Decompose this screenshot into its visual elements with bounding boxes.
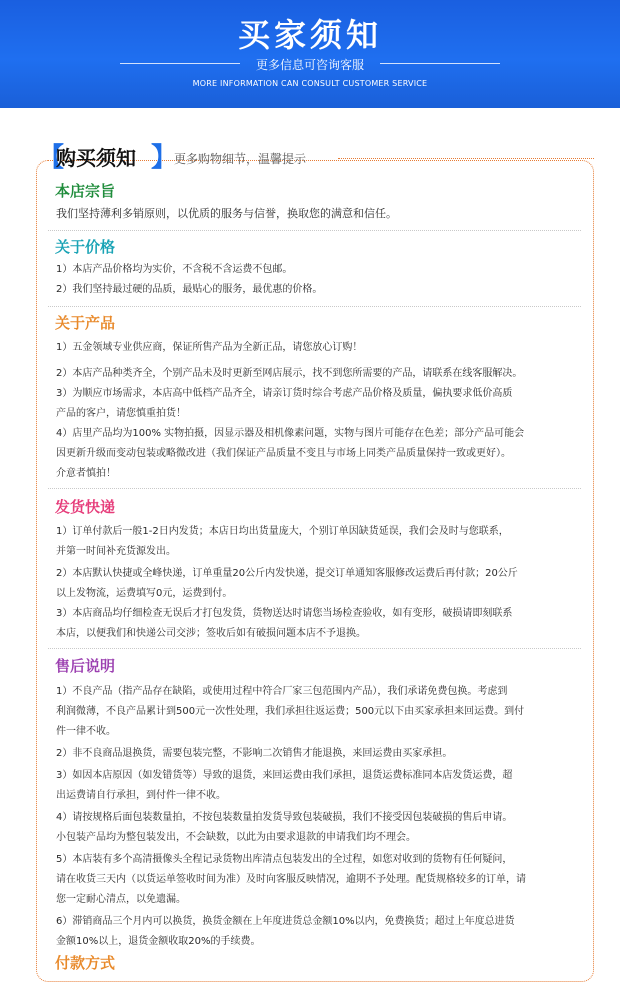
section-title: 购买须知: [56, 146, 136, 170]
banner-divider-right: [380, 63, 500, 64]
heading-store-principle: 本店宗旨: [55, 182, 116, 200]
text-line: 利润微薄，不良产品累计到500元一次性处理，我们承担往返运费；500元以下由买家承担来回运费。到付: [56, 706, 525, 717]
text-line: 1）五金领域专业供应商，保证所售产品为全新正品，请您放心订购！: [56, 342, 363, 353]
heading-payment: 付款方式: [55, 954, 116, 972]
heading-product: 关于产品: [55, 314, 116, 332]
banner-subtitle-en: MORE INFORMATION CAN CONSULT CUSTOMER SERVICE: [192, 79, 428, 88]
text-line: 1）订单付款后一般1-2日内发货；本店日均出货量庞大，个别订单因缺货延误，我们会及时与您联系，: [56, 526, 509, 537]
heading-price: 关于价格: [55, 238, 116, 256]
header-banner: [0, 0, 620, 108]
divider: [48, 306, 581, 307]
text-line: 因更新升级而变动包装或略微改进（我们保证产品质量不变且与市场上同类产品质量保持一致或更好）。: [56, 448, 511, 459]
title-dotted-line: [338, 158, 594, 159]
text-line: 件一律不收。: [56, 726, 116, 737]
right-bracket: 】: [151, 143, 178, 173]
banner-title: 买家须知: [237, 16, 382, 54]
left-bracket: 【: [38, 143, 65, 173]
text-line: 1）不良产品（指产品存在缺陷，或使用过程中符合厂家三包范围内产品），我们承诺免费包换。考虑到: [56, 686, 508, 697]
text-line: 以上发物流，运费填写0元，运费到付。: [56, 588, 233, 599]
text-line: 2）本店产品种类齐全，个别产品未及时更新至网店展示，找不到您所需要的产品，请联系在线客服解决。: [56, 368, 523, 379]
text-line: 2）非不良商品退换货，需要包装完整，不影响二次销售才能退换，来回运费由买家承担。: [56, 748, 453, 759]
text-line: 并第一时间补充货源发出。: [56, 546, 176, 557]
text-line: 我们坚持薄利多销原则，以优质的服务与信誉，换取您的满意和信任。: [56, 207, 397, 220]
text-line: 金额10%以上，退货金额收取20%的手续费。: [56, 936, 261, 947]
banner-subtitle: 更多信息可咨询客服: [255, 58, 364, 72]
text-line: 本店，以便我们和快递公司交涉；签收后如有破损问题本店不予退换。: [56, 628, 366, 639]
divider: [48, 230, 581, 231]
text-line: 6）滞销商品三个月内可以换货，换货金额在上年度进货总金额10%以内，免费换货；超过上年度总进货: [56, 916, 515, 927]
text-line: 2）本店默认快捷或全峰快递，订单重量20公斤内发快递，提交订单通知客服修改运费后再付款；20公斤: [56, 568, 518, 579]
text-line: 3）如因本店原因（如发错货等）导致的退货，来回运费由我们承担，退货运费标准同本店发货运费，超: [56, 770, 513, 781]
section-title-row: [38, 143, 598, 173]
text-line: 产品的客户，请您慎重拍货！: [56, 408, 186, 419]
text-line: 3）本店商品均仔细检查无误后才打包发货，货物送达时请您当场检查验收，如有变形，破损请即刻联系: [56, 608, 513, 619]
section-subtitle: 更多购物细节，温馨提示: [174, 152, 307, 166]
heading-after-sales: 售后说明: [55, 657, 116, 675]
text-line: 出运费请自行承担，到付件一律不收。: [56, 790, 226, 801]
divider: [48, 648, 581, 649]
text-line: 小包装产品均为整包装发出，不会缺数，以此为由要求退款的申请我们均不理会。: [56, 832, 416, 843]
text-line: 1）本店产品价格均为实价，不含税不含运费不包邮。: [56, 264, 293, 275]
text-line: 2）我们坚持最过硬的品质，最贴心的服务，最优惠的价格。: [56, 284, 323, 295]
text-line: 3）为顺应市场需求，本店高中低档产品齐全，请亲订货时综合考虑产品价格及质量，偏执要求低价高质: [56, 388, 513, 399]
text-line: 您一定耐心清点，以免遗漏。: [56, 894, 186, 905]
text-line: 4）店里产品均为100% 实物拍摄，因显示器及相机像素问题，实物与图片可能存在色差；部分产品可能会: [56, 428, 525, 439]
heading-shipping: 发货快递: [55, 498, 116, 516]
text-line: 请在收货三天内（以货运单签收时间为准）及时向客服反映情况，逾期不予处理。配货规格较多的订单，请: [56, 874, 526, 885]
text-line: 4）请按规格后面包装数量拍，不按包装数量拍发货导致包装破损，我们不接受因包装破损的售后申请。: [56, 812, 513, 823]
text-line: 5）本店装有多个高清摄像头全程记录货物出库清点包装发出的全过程，如您对收到的货物有任何疑问，: [56, 854, 513, 865]
text-line: 介意者慎拍！: [56, 468, 116, 479]
divider: [48, 488, 581, 489]
